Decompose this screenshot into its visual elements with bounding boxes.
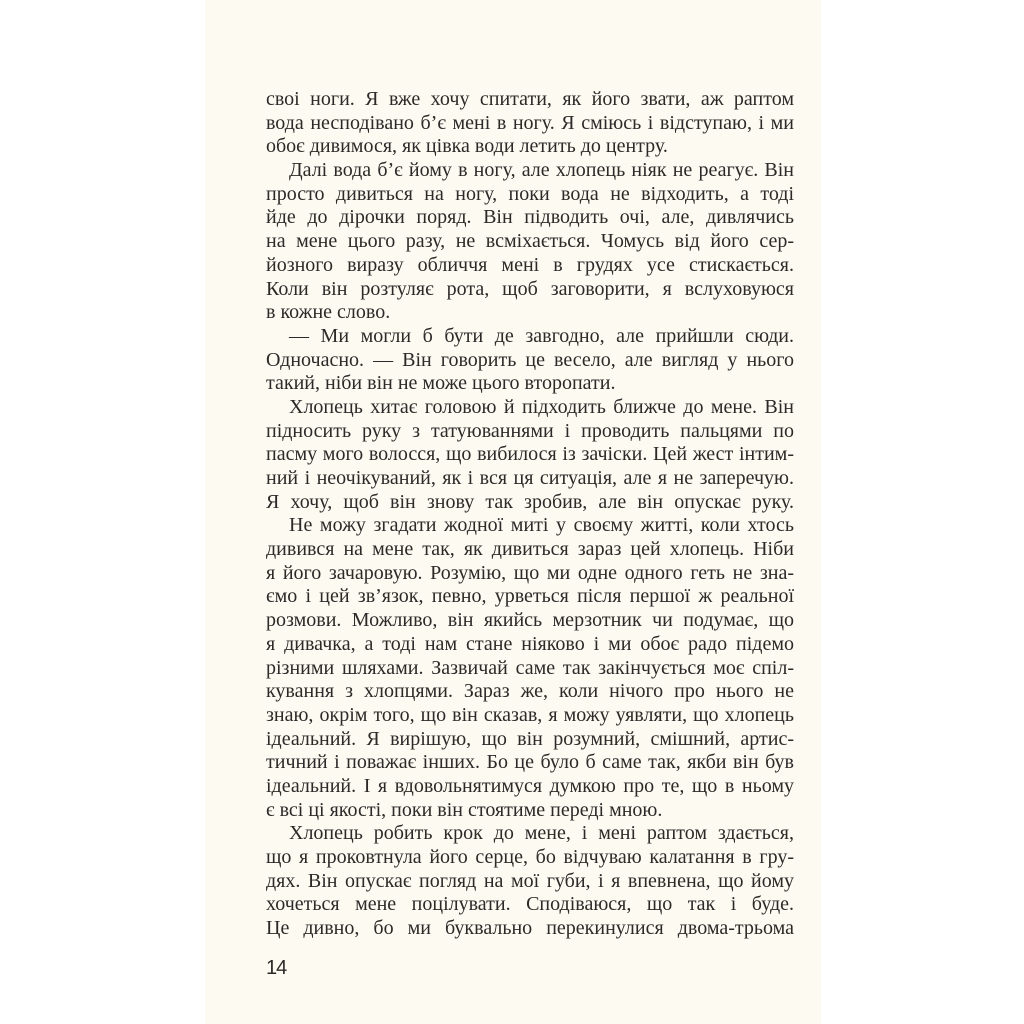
text-line xyxy=(266,420,794,444)
text-line xyxy=(266,206,794,230)
text-line-content: ємо і цей зв’язок, певно, урветься після першої ж реальної xyxy=(266,585,794,608)
text-line-content: я його зачаровую. Розумію, що ми одне одного геть не зна- xyxy=(266,561,794,584)
text-line-content: знаю, окрім того, що він сказав, я можу уявляти, що хлопець xyxy=(266,703,794,726)
text-line-content: тичний і поважає інших. Бо це було б саме так, якби він був xyxy=(266,751,794,774)
text-line xyxy=(266,822,794,846)
text-line xyxy=(266,396,794,420)
text-line-content: розмови. Можливо, він якийсь мерзотник чи подумає, що xyxy=(266,609,794,632)
text-line-content: вода несподівано б’є мені в ногу. Я сміюсь і відступаю, і ми xyxy=(266,111,794,134)
text-line xyxy=(266,349,794,373)
text-line-content: Я хочу, щоб він знову так зробив, але він опускає руку. xyxy=(266,490,794,513)
text-line xyxy=(266,514,794,538)
text-line-content: Хлопець хитає головою й підходить ближче до мене. Він xyxy=(289,395,794,418)
text-line xyxy=(266,230,794,254)
text-line xyxy=(266,657,794,681)
text-line xyxy=(266,893,794,917)
text-line-content: Це дивно, бо ми буквально перекинулися двома-трьома xyxy=(266,917,794,940)
text-line xyxy=(266,467,794,491)
text-line-content: Не можу згадати жодної миті у своєму житті, коли хтось xyxy=(289,514,794,537)
text-line-content: Далі вода б’є йому в ногу, але хлопець ніяк не реагує. Він xyxy=(289,159,794,182)
text-line xyxy=(266,728,794,752)
text-line-content: Коли він розтуляє рота, щоб заговорити, я вслуховуюся xyxy=(266,277,794,300)
text-line-content: йозного виразу обличчя мені в грудях усе стискається. xyxy=(266,253,794,276)
text-line-content: ний і неочікуваний, як і вся ця ситуація, але я не заперечую. xyxy=(266,467,794,489)
text-line-content: Хлопець робить крок до мене, і мені раптом здається, xyxy=(289,822,794,845)
text-line-content: — Ми могли б бути де завгодно, але прийшли сюди. xyxy=(289,324,794,347)
text-line-content: різними шляхами. Зазвичай саме так закінчується моє спіл- xyxy=(266,656,794,679)
text-line xyxy=(266,846,794,870)
text-line-content: дях. Він опускає погляд на мої губи, і я впевнена, що йому xyxy=(266,869,794,892)
text-line xyxy=(266,88,794,112)
text-line xyxy=(266,775,794,799)
text-line xyxy=(266,704,794,728)
text-line xyxy=(266,278,794,302)
text-line xyxy=(266,254,794,278)
text-line-content: на мене цього разу, не всміхається. Чомусь від його сер- xyxy=(266,230,794,253)
text-line xyxy=(266,609,794,633)
text-line-content: ідеальний. І я вдовольнятимуся думкою про те, що в ньому xyxy=(266,774,794,797)
text-line-content: просто дивиться на ногу, поки вода не відходить, а тоді xyxy=(266,182,794,205)
text-line-content: хочеться мене поцілувати. Сподіваюся, що так і буде. xyxy=(266,893,794,916)
text-line-content: я дивачка, а тоді нам стане ніяково і ми обоє радо підемо xyxy=(266,632,794,655)
page-number: 14 xyxy=(266,957,287,979)
text-line-content: Одночасно. — Він говорить це весело, але вигляд у нього xyxy=(266,348,794,371)
text-line xyxy=(266,562,794,586)
text-line xyxy=(266,491,794,515)
text-line-content: обоє дивимося, як цівка води летить до центру. xyxy=(266,135,668,158)
text-line xyxy=(266,183,794,207)
text-line xyxy=(266,112,794,136)
text-line-content: що я проковтнула його серце, бо відчуваю калатання в гру- xyxy=(266,846,794,868)
text-line xyxy=(266,538,794,562)
text-line xyxy=(266,443,794,467)
text-line xyxy=(266,135,794,159)
text-line xyxy=(266,633,794,657)
text-line-content: підносить руку з татуюваннями і проводить пальцями по xyxy=(266,419,794,442)
text-line xyxy=(266,870,794,894)
text-line xyxy=(266,585,794,609)
body-text xyxy=(266,88,794,941)
text-line xyxy=(266,799,794,823)
text-line xyxy=(266,159,794,183)
text-line xyxy=(266,917,794,941)
text-line-content: є всі ці якості, поки він стоятиме переді мною. xyxy=(266,798,663,821)
text-line-content: кування з хлопцями. Зараз же, коли нічого про нього не xyxy=(266,680,794,703)
text-line-content: ідеальний. Я вирішую, що він розумний, смішний, артис- xyxy=(266,727,794,750)
text-line xyxy=(266,751,794,775)
text-line-content: пасму мого волосся, що вибилося із зачіски. Цей жест інтим- xyxy=(266,443,794,466)
text-line xyxy=(266,325,794,349)
text-line-content: такий, ніби він не може цього второпати. xyxy=(266,372,616,395)
text-line-content: дивився на мене так, як дивиться зараз цей хлопець. Ніби xyxy=(266,538,794,561)
text-line xyxy=(266,372,794,396)
text-line-content: йде до дірочки поряд. Він підводить очі, але, дивлячись xyxy=(266,206,794,229)
text-line-content: своі ноги. Я вже хочу спитати, як його звати, аж раптом xyxy=(266,88,794,110)
text-line xyxy=(266,301,794,325)
text-line-content: в кожне слово. xyxy=(266,301,391,324)
text-line xyxy=(266,680,794,704)
